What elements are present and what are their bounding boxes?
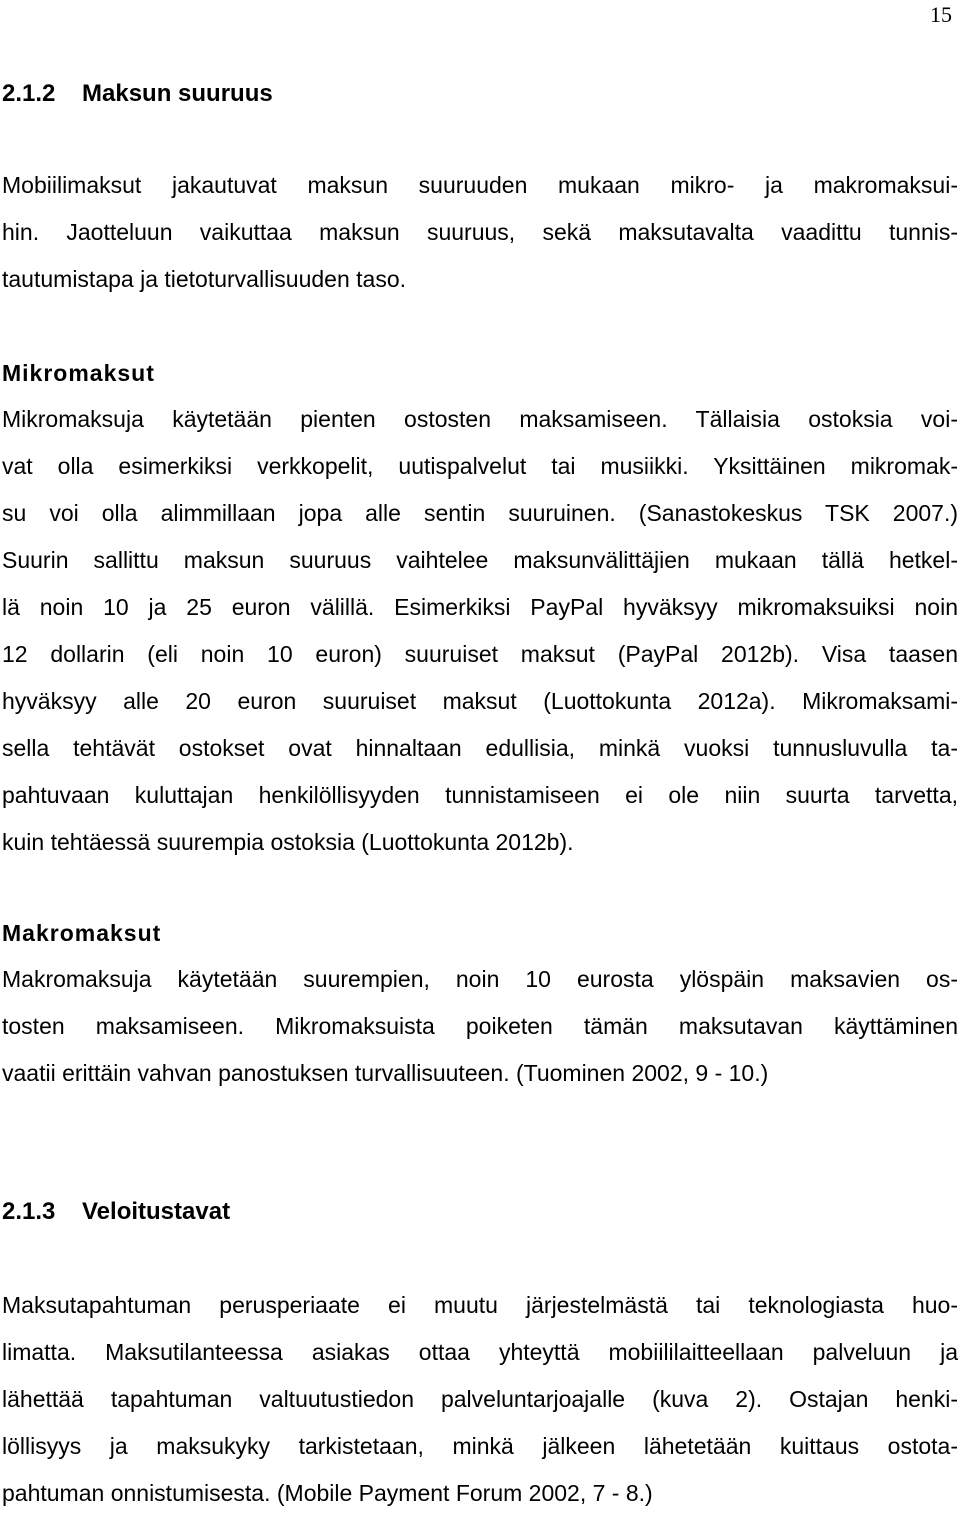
subheading-makromaksut: Makromaksut [2, 920, 162, 946]
makromaksut-paragraph [2, 956, 958, 1097]
paragraph-line: Suurin sallittu maksun suuruus vaihtelee maksunvälittäjien mukaan tällä hetkel- [2, 547, 958, 573]
veloitustavat-paragraph [2, 1282, 958, 1517]
paragraph-line: su voi olla alimmillaan jopa alle sentin suuruinen. (Sanastokeskus TSK 2007.) [2, 500, 958, 526]
paragraph-line: hyväksyy alle 20 euron suuruiset maksut (Luottokunta 2012a). Mikromaksami- [2, 688, 958, 714]
paragraph-line: tosten maksamiseen. Mikromaksuista poiketen tämän maksutavan käyttäminen [2, 1013, 958, 1039]
paragraph-line: hin. Jaotteluun vaikuttaa maksun suuruus, sekä maksutavalta vaadittu tunnis- [2, 219, 958, 245]
section-heading-2-1-2 [2, 80, 273, 108]
paragraph-line: Makromaksuja käytetään suurempien, noin 10 eurosta ylöspäin maksavien os- [2, 966, 958, 992]
subheading-mikromaksut: Mikromaksut [2, 360, 155, 386]
mikromaksut-paragraph [2, 396, 958, 866]
paragraph-line: pahtuvaan kuluttajan henkilöllisyyden tunnistamiseen ei ole niin suurta tarvetta, [2, 782, 958, 808]
paragraph-line: vat olla esimerkiksi verkkopelit, uutispalvelut tai musiikki. Yksittäinen mikromak- [2, 453, 958, 479]
paragraph-line: löllisyys ja maksukyky tarkistetaan, minkä jälkeen lähetetään kuittaus ostota- [2, 1433, 958, 1459]
paragraph-line: sella tehtävät ostokset ovat hinnaltaan edullisia, minkä vuoksi tunnusluvulla ta- [2, 735, 958, 761]
paragraph-line: Maksutapahtuman perusperiaate ei muutu järjestelmästä tai teknologiasta huo- [2, 1292, 958, 1318]
paragraph-line: tautumistapa ja tietoturvallisuuden taso. [2, 266, 407, 292]
intro-paragraph [2, 162, 958, 303]
paragraph-line: Mobiilimaksut jakautuvat maksun suuruuden mukaan mikro- ja makromaksui- [2, 172, 958, 198]
section-title: Maksun suuruus [82, 80, 273, 107]
paragraph-line: vaatii erittäin vahvan panostuksen turvallisuuteen. (Tuominen 2002, 9 - 10.) [2, 1060, 769, 1086]
section-title: Veloitustavat [82, 1198, 231, 1225]
paragraph-line: limatta. Maksutilanteessa asiakas ottaa yhteyttä mobiililaitteellaan palveluun ja [2, 1339, 958, 1365]
paragraph-line: lä noin 10 ja 25 euron välillä. Esimerkiksi PayPal hyväksyy mikromaksuiksi noin [2, 594, 958, 620]
section-number: 2.1.2 [2, 80, 56, 107]
paragraph-line: 12 dollarin (eli noin 10 euron) suuruiset maksut (PayPal 2012b). Visa taasen [2, 641, 958, 667]
page-number: 15 [930, 2, 952, 27]
paragraph-line: lähettää tapahtuman valtuutustiedon palveluntarjoajalle (kuva 2). Ostajan henki- [2, 1386, 958, 1412]
paragraph-line: Mikromaksuja käytetään pienten ostosten maksamiseen. Tällaisia ostoksia voi- [2, 406, 958, 432]
paragraph-line: pahtuman onnistumisesta. (Mobile Payment Forum 2002, 7 - 8.) [2, 1480, 653, 1506]
section-heading-2-1-3 [2, 1198, 230, 1226]
paragraph-line: kuin tehtäessä suurempia ostoksia (Luottokunta 2012b). [2, 829, 574, 855]
section-number: 2.1.3 [2, 1198, 56, 1225]
